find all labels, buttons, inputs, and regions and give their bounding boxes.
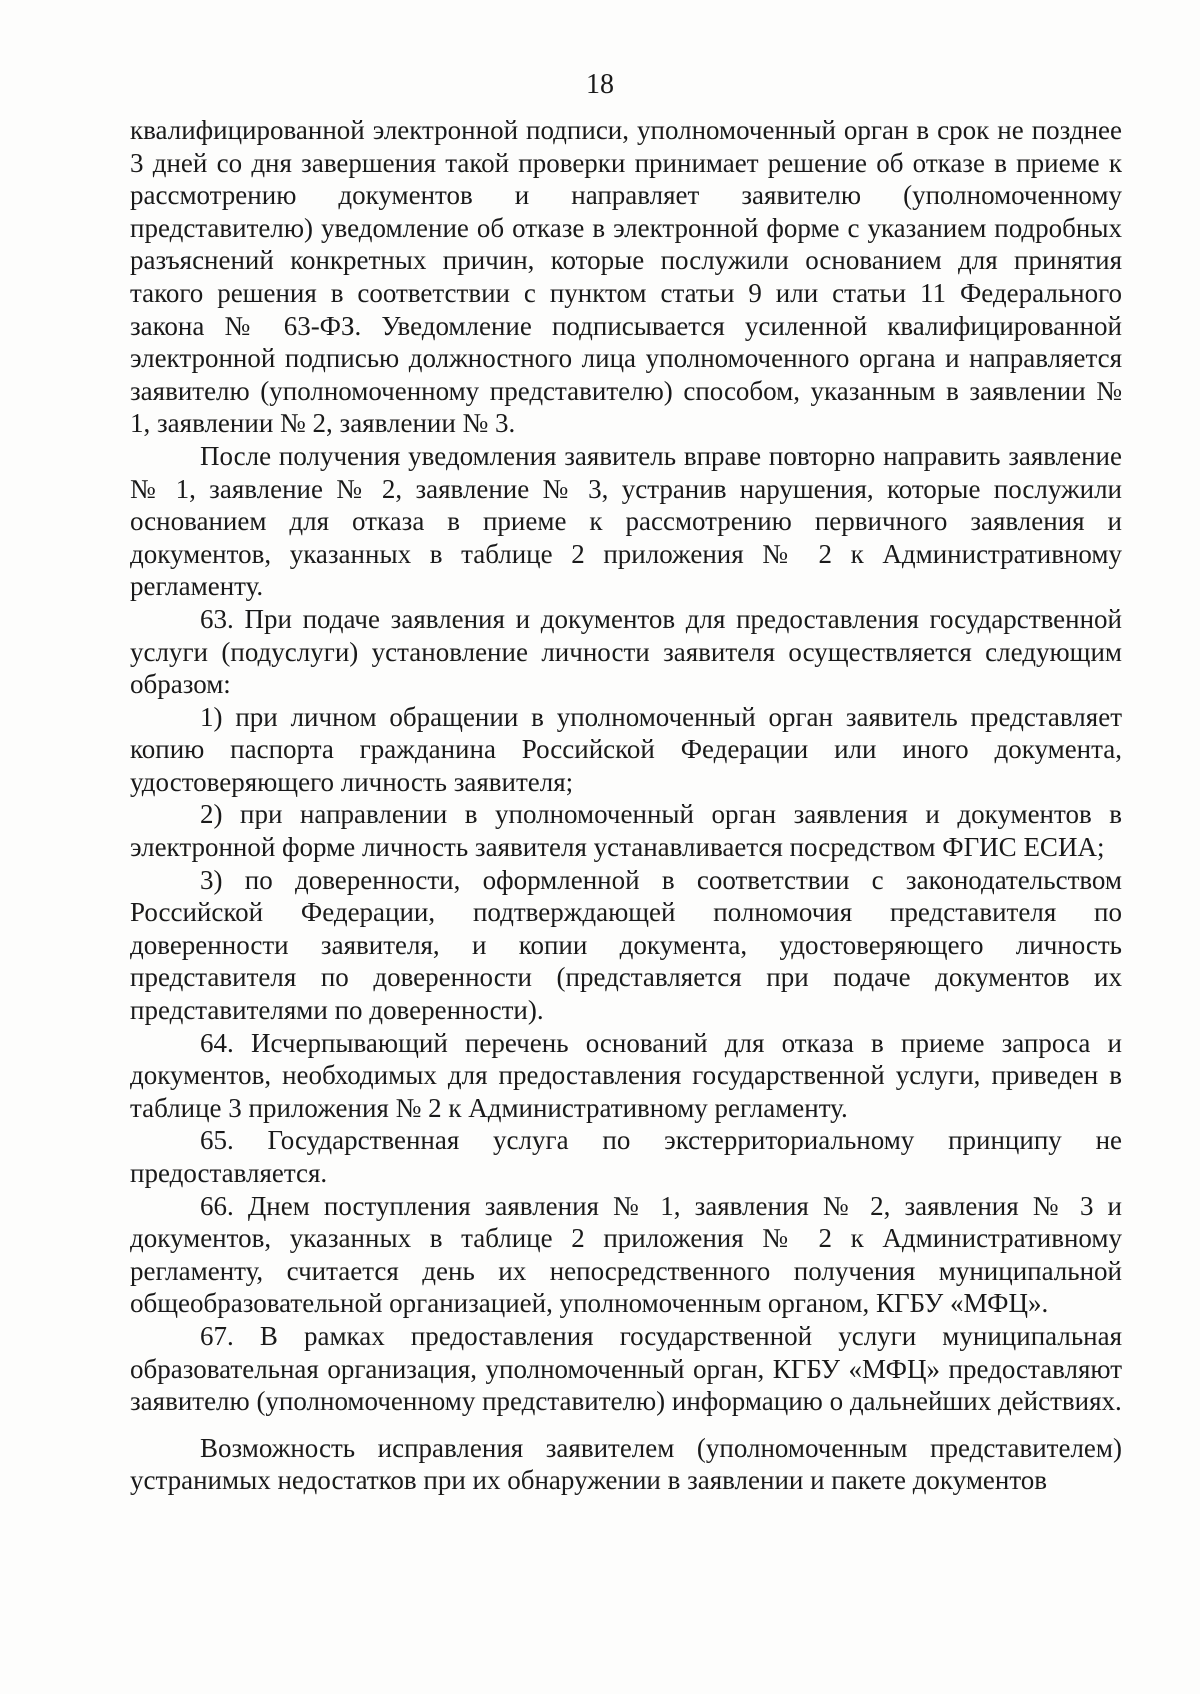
list-item-63-2: 2) при направлении в уполномоченный орган заявления и документов в электронной форме личность заявителя устанавливается посредством ФГИС ЕСИА; [130,799,1122,863]
list-item-63-1: 1) при личном обращении в уполномоченный орган заявитель представляет копию паспорта гражданина Российской Федерации или иного документа, удостоверяющего личность заявителя; [130,701,1122,797]
section-heading-corrections: Возможность исправления заявителем (уполномоченным представителем) устранимых недостатков при их обнаружении в заявлении и пакете документов [130,1432,1122,1496]
paragraph-repeat-submission: После получения уведомления заявитель вправе повторно направить заявление № 1, заявление № 2, заявление № 3, устранив нарушения, которые послужили основанием для отказа в приеме к рассмотрению первичного заявления и документов, указанных в таблице 2 приложения № 2 к Административному регламенту. [130,440,1122,602]
paragraph-63: 63. При подаче заявления и документов для предоставления государственной услуги (подуслуги) установление личности заявителя осуществляется следующим образом: [130,603,1122,700]
paragraph-67: 67. В рамках предоставления государственной услуги муниципальная образовательная организация, уполномоченный орган, КГБУ «МФЦ» предоставляют заявителю (уполномоченному представителю) информацию о дальнейших действиях. [130,1320,1122,1417]
paragraph-continuation: квалифицированной электронной подписи, уполномоченный орган в срок не позднее 3 дней со дня завершения такой проверки принимает решение об отказе в приеме к рассмотрению документов и направляет заявителю (уполномоченному представителю) уведомление об отказе в электронной форме с указанием подробных разъяснений конкретных причин, которые послужили основанием для принятия такого решения в соответствии с пунктом статьи 9 или статьи 11 Федерального закона № 63-ФЗ. Уведомление подписывается усиленной квалифицированной электронной подписью должностного лица уполномоченного органа и направляется заявителю (уполномоченному представителю) способом, указанным в заявлении № 1, заявлении № 2, заявлении № 3. [130,115,1122,439]
paragraph-66: 66. Днем поступления заявления № 1, заявления № 2, заявления № 3 и документов, указанных в таблице 2 приложения № 2 к Административному регламенту, считается день их непосредственного получения муниципальной общеобразовательной организацией, уполномоченным органом, КГБУ «МФЦ». [130,1190,1122,1319]
paragraph-64: 64. Исчерпывающий перечень оснований для отказа в приеме запроса и документов, необходимых для предоставления государственной услуги, приведен в таблице 3 приложения № 2 к Административному регламенту. [130,1027,1122,1123]
page-number: 18 [586,69,614,100]
paragraph-65: 65. Государственная услуга по экстерриториальному принципу не предоставляется. [130,1125,1122,1188]
document-body [130,114,1122,1497]
list-item-63-3: 3) по доверенности, оформленной в соответствии с законодательством Российской Федерации, подтверждающей полномочия представителя по доверенности заявителя, и копии документа, удостоверяющего личность представителя по доверенности (представляется при подаче документов их представителями по доверенности). [130,864,1122,1026]
